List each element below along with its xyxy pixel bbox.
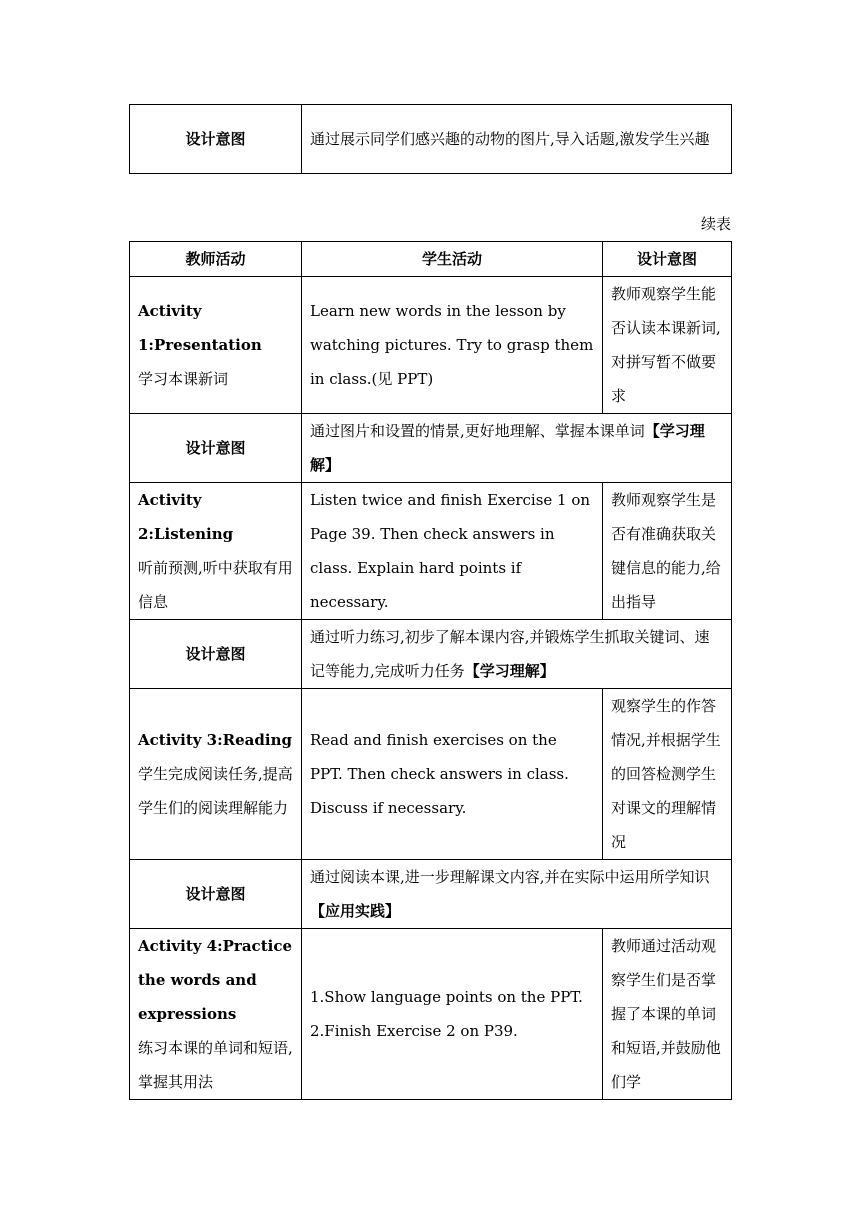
table-row <box>130 483 732 620</box>
table-header-row <box>130 242 732 277</box>
design-intent-body: 通过听力练习,初步了解本课内容,并锻炼学生抓取关键词、速记等能力,完成听力任务 <box>310 628 710 680</box>
continued-label: 续表 <box>700 215 731 233</box>
student-activity-cell: Learn new words in the lesson by watching pictures. Try to grasp them in class.(见 PPT) <box>302 277 603 414</box>
teacher-activity-cell <box>130 929 302 1100</box>
design-intent-body: 通过阅读本课,进一步理解课文内容,并在实际中运用所学知识 <box>310 868 710 886</box>
activity-desc: 练习本课的单词和短语,掌握其用法 <box>138 1039 293 1091</box>
header-student-activity: 学生活动 <box>302 242 603 277</box>
student-activity-cell: Listen twice and finish Exercise 1 on Page 39. Then check answers in class. Explain hard points if necessary. <box>302 483 603 620</box>
intent-table-top <box>129 104 732 174</box>
intent-cell: 教师通过活动观察学生们是否掌握了本课的单词和短语,并鼓励他们学 <box>603 929 732 1100</box>
table-row <box>130 277 732 414</box>
design-intent-label: 设计意图 <box>130 105 302 174</box>
table-row <box>130 689 732 860</box>
student-activity-line: 2.Finish Exercise 2 on P39. <box>310 1022 518 1040</box>
design-intent-label: 设计意图 <box>130 414 302 483</box>
student-activity-cell: Read and finish exercises on the PPT. Then check answers in class. Discuss if necessary. <box>302 689 603 860</box>
activity-desc: 学习本课新词 <box>138 370 229 388</box>
activity-desc: 听前预测,听中获取有用信息 <box>138 559 293 611</box>
activity-title: Activity 2:Listening <box>138 491 234 543</box>
design-intent-tag: 【学习理解】 <box>464 662 555 680</box>
design-intent-body: 通过图片和设置的情景,更好地理解、掌握本课单词 <box>310 422 645 440</box>
intent-cell: 观察学生的作答情况,并根据学生的回答检测学生对课文的理解情况 <box>603 689 732 860</box>
intent-cell: 教师观察学生能否认读本课新词,对拼写暂不做要求 <box>603 277 732 414</box>
intent-cell: 教师观察学生是否有准确获取关键信息的能力,给出指导 <box>603 483 732 620</box>
table-row <box>130 414 732 483</box>
teacher-activity-cell <box>130 483 302 620</box>
header-design-intent: 设计意图 <box>603 242 732 277</box>
design-intent-text <box>302 620 732 689</box>
table-row <box>130 620 732 689</box>
design-intent-label: 设计意图 <box>130 620 302 689</box>
table-row <box>130 929 732 1100</box>
design-intent-text: 通过展示同学们感兴趣的动物的图片,导入话题,激发学生兴趣 <box>302 105 732 174</box>
design-intent-text <box>302 860 732 929</box>
header-teacher-activity: 教师活动 <box>130 242 302 277</box>
teacher-activity-cell <box>130 277 302 414</box>
activity-title: Activity 1:Presentation <box>138 302 262 354</box>
table-row <box>130 105 732 174</box>
design-intent-label: 设计意图 <box>130 860 302 929</box>
activity-title: Activity 4:Practice the words and expressions <box>138 937 292 1023</box>
activity-title: Activity 3:Reading <box>138 731 292 749</box>
lesson-activity-table <box>129 241 732 1100</box>
design-intent-text <box>302 414 732 483</box>
activity-desc: 学生完成阅读任务,提高学生们的阅读理解能力 <box>138 765 293 817</box>
student-activity-cell <box>302 929 603 1100</box>
design-intent-tag: 【学习理解】 <box>310 422 705 474</box>
design-intent-tag: 【应用实践】 <box>310 902 401 920</box>
student-activity-line: 1.Show language points on the PPT. <box>310 988 583 1006</box>
table-row <box>130 860 732 929</box>
teacher-activity-cell <box>130 689 302 860</box>
